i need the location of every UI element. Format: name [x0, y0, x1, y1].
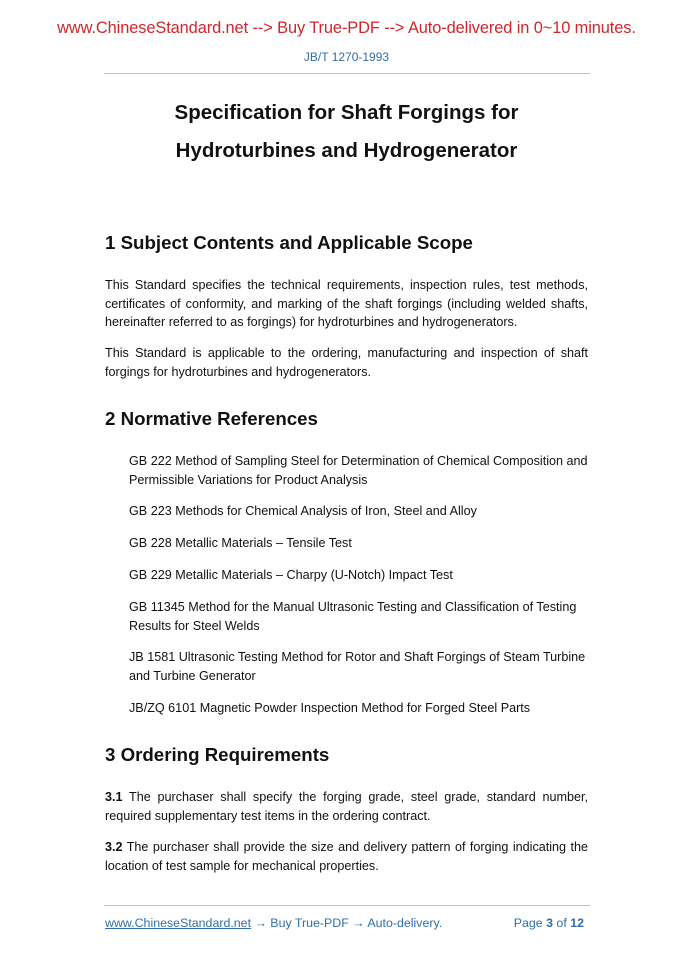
promo-banner[interactable]: www.ChineseStandard.net --> Buy True-PDF --> Auto-delivered in 0~10 minutes. [57, 19, 636, 37]
header-divider [104, 73, 590, 74]
document-title-line1: Specification for Shaft Forgings for [174, 101, 519, 124]
document-title-line2: Hydroturbines and Hydrogenerator [175, 139, 518, 162]
reference-item: GB 222 Method of Sampling Steel for Determination of Chemical Composition and Permissible Variations for Product Analysis [129, 454, 588, 487]
section-1-paragraph-1: This Standard specifies the technical requirements, inspection rules, test methods, certificates of conformity, and marking of the shaft forgings (including welded shafts, hereinafter referred to as forgings) for hydroturbines and hydrogenerators. [105, 278, 588, 329]
footer-divider [104, 905, 590, 906]
section-2-heading: 2 Normative References [105, 408, 318, 429]
page-total: 12 [570, 916, 584, 930]
clause-3-2 [105, 838, 588, 875]
reference-item: JB/ZQ 6101 Magnetic Powder Inspection Method for Forged Steel Parts [129, 701, 531, 715]
clause-text: The purchaser shall provide the size and delivery pattern of forging indicating the location of test sample for mechanical properties. [105, 840, 588, 873]
footer-promo [105, 916, 442, 930]
footer-site-link[interactable]: www.ChineseStandard.net [105, 916, 252, 930]
page-current: 3 [546, 916, 553, 930]
section-1-heading: 1 Subject Contents and Applicable Scope [105, 232, 473, 253]
clause-text: The purchaser shall specify the forging grade, steel grade, standard number, required supplementary test items in the ordering contract. [105, 790, 588, 823]
clause-3-1 [105, 788, 588, 825]
reference-item: GB 228 Metallic Materials – Tensile Test [129, 536, 352, 550]
reference-item: JB 1581 Ultrasonic Testing Method for Rotor and Shaft Forgings of Steam Turbine and Turbine Generator [129, 650, 586, 683]
section-3-heading: 3 Ordering Requirements [105, 744, 330, 765]
clause-number: 3.1 [105, 790, 123, 804]
standard-number: JB/T 1270-1993 [303, 50, 390, 64]
page-of: of [552, 916, 571, 930]
page-label: Page [513, 916, 547, 930]
footer-promo-text: → Buy True-PDF → Auto-delivery. [251, 916, 443, 930]
reference-item: GB 11345 Method for the Manual Ultrasonic Testing and Classification of Testing Results for Steel Welds [129, 600, 577, 633]
page-indicator [514, 916, 584, 930]
clause-number: 3.2 [105, 840, 123, 854]
section-1-paragraph-2: This Standard is applicable to the ordering, manufacturing and inspection of shaft forgings for hydroturbines and hydrogenerators. [105, 346, 588, 379]
reference-item: GB 223 Methods for Chemical Analysis of Iron, Steel and Alloy [129, 504, 477, 518]
reference-item: GB 229 Metallic Materials – Charpy (U-Notch) Impact Test [129, 568, 453, 582]
